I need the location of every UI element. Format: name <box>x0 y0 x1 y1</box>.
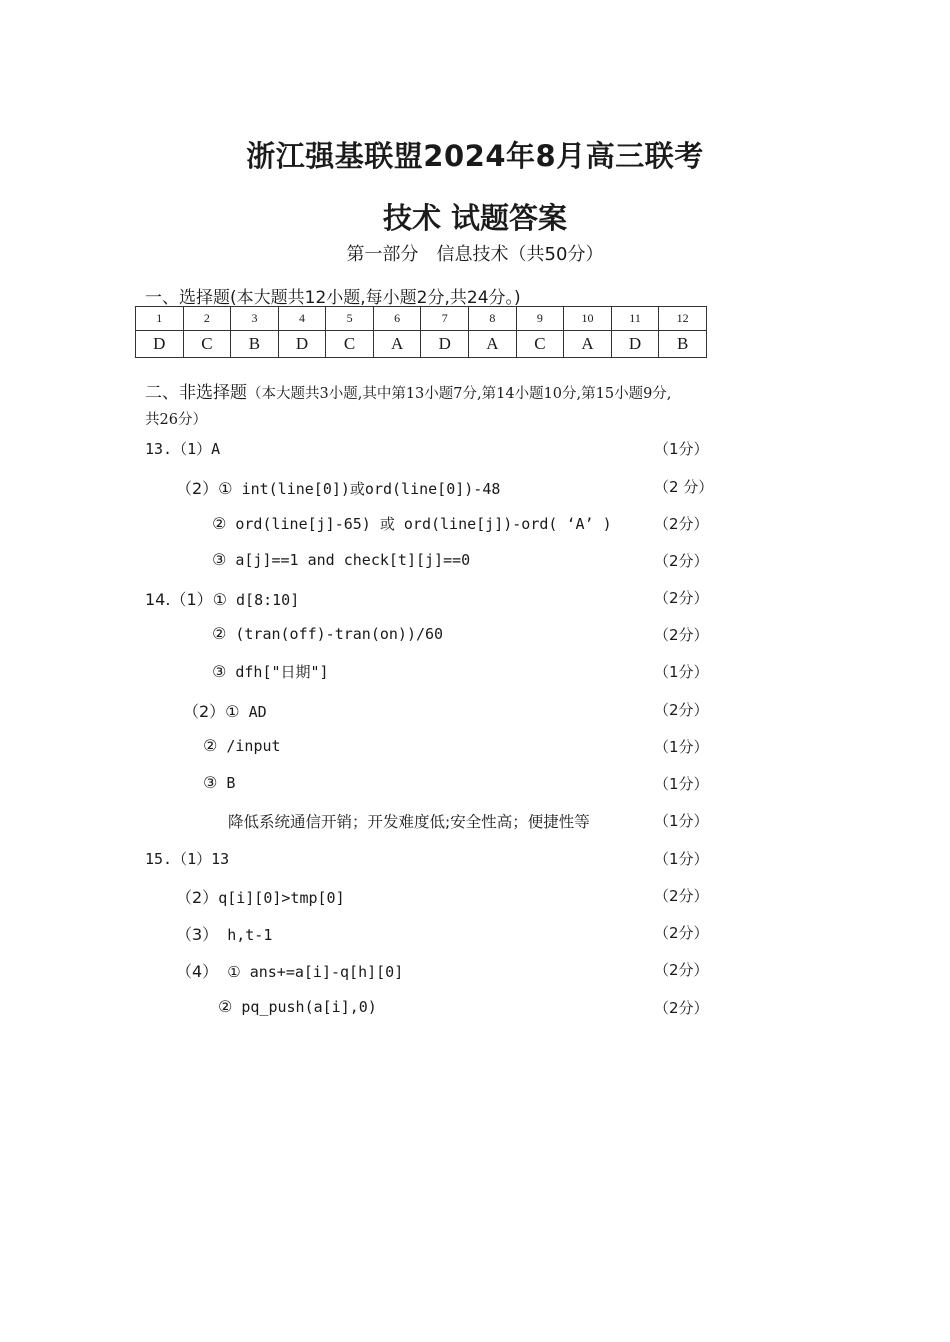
answer-score: （2分） <box>654 887 709 905</box>
answer-cell: A <box>373 331 421 358</box>
answer-row <box>136 331 707 358</box>
answer-label: 14.（1）① <box>145 590 227 609</box>
answer-text: B <box>226 774 236 792</box>
answer-line <box>176 885 345 908</box>
answer-score: （1分） <box>654 663 709 681</box>
section2-heading-detail: （本大题共3小题,其中第13小题7分,第14小题10分,第15小题9分, <box>247 386 672 402</box>
answer-label: （2）① <box>176 479 233 498</box>
answer-line <box>212 661 329 682</box>
answer-line <box>218 997 377 1016</box>
question-number: 11 <box>611 307 659 331</box>
answer-cell: D <box>278 331 326 358</box>
answer-cell: B <box>659 331 707 358</box>
answer-line <box>203 736 281 755</box>
answer-score: （2分） <box>654 924 709 942</box>
question-number: 6 <box>373 307 421 331</box>
answer-text: dfh["日期"] <box>235 663 329 681</box>
answer-text: a[j]==1 and check[t][j]==0 <box>235 551 471 569</box>
answer-text: h,t-1 <box>227 926 273 944</box>
section2-heading-main: 二、非选择题 <box>145 383 247 403</box>
answer-text: int(line[0])或ord(line[0])-48 <box>241 480 501 498</box>
answer-cell: B <box>231 331 279 358</box>
answer-label: ③ <box>203 773 218 792</box>
answer-label: 15.（1）13 <box>145 850 230 868</box>
answer-cell: A <box>469 331 517 358</box>
answer-score: （1分） <box>654 738 709 756</box>
answer-text: (tran(off)-tran(on))/60 <box>235 625 444 643</box>
answer-cell: C <box>183 331 231 358</box>
answer-label: ② <box>203 736 218 755</box>
answer-label: （2） <box>176 888 219 907</box>
answer-score: （2分） <box>654 961 709 979</box>
answer-line <box>145 438 220 459</box>
part-heading: 第一部分 信息技术（共50分） <box>346 244 604 265</box>
section2-heading <box>145 378 671 403</box>
document-subtitle: 技术 试题答案 <box>382 201 568 235</box>
answer-text: /input <box>226 737 281 755</box>
question-number: 10 <box>564 307 612 331</box>
question-number: 2 <box>183 307 231 331</box>
answer-label: ② <box>212 624 227 643</box>
answer-label: ② <box>212 514 227 533</box>
answer-label: （2）① <box>183 702 240 721</box>
answer-score: （2 分） <box>654 478 714 496</box>
question-number-row <box>136 307 707 331</box>
answer-label: 13.（1）A <box>145 440 221 458</box>
document-title: 浙江强基联盟2024年8月高三联考 <box>246 139 704 173</box>
question-number: 3 <box>231 307 279 331</box>
answer-line <box>183 699 267 722</box>
answer-line <box>228 810 590 832</box>
answer-line <box>176 476 500 499</box>
answer-line <box>176 959 403 982</box>
answer-label: （3） <box>176 925 219 944</box>
answer-text: ord(line[j]-65) 或 ord(line[j])-ord( ‘A’ ) <box>235 515 612 533</box>
answer-line <box>176 922 272 945</box>
answer-line <box>145 848 229 869</box>
answer-cell: D <box>136 331 184 358</box>
answer-line <box>203 773 235 792</box>
answer-label: （4） <box>176 962 219 981</box>
question-number: 1 <box>136 307 184 331</box>
answer-cell: D <box>611 331 659 358</box>
answer-label: ③ <box>212 550 227 569</box>
answer-cell: C <box>516 331 564 358</box>
answer-text: 降低系统通信开销；开发难度低;安全性高；便捷性等 <box>228 813 590 831</box>
answer-text: ① ans+=a[i]-q[h][0] <box>227 963 404 981</box>
section1-heading: 一、选择题(本大题共12小题,每小题2分,共24分。) <box>145 288 521 308</box>
answer-text: q[i][0]>tmp[0] <box>218 889 345 907</box>
answer-text: pq_push(a[i],0) <box>241 998 377 1016</box>
section2-heading-cont <box>145 408 207 429</box>
question-number: 9 <box>516 307 564 331</box>
answer-score: （2分） <box>654 626 709 644</box>
answer-label: ③ <box>212 662 227 681</box>
answer-score: （2分） <box>654 999 709 1017</box>
answer-score: （2分） <box>654 552 709 570</box>
answer-cell: C <box>326 331 374 358</box>
answer-line <box>145 587 299 610</box>
answer-score: （1分） <box>654 850 709 868</box>
answer-score: （1分） <box>654 812 709 830</box>
answer-cell: D <box>421 331 469 358</box>
question-number: 8 <box>469 307 517 331</box>
question-number: 7 <box>421 307 469 331</box>
answer-text: AD <box>248 703 267 721</box>
answer-score: （2分） <box>654 589 709 607</box>
section2-heading-cont-text: 共26分） <box>145 412 207 428</box>
answer-line <box>212 624 443 643</box>
answer-cell: A <box>564 331 612 358</box>
answer-score: （2分） <box>654 515 709 533</box>
answer-score: （1分） <box>654 440 709 458</box>
answer-line <box>212 550 470 569</box>
answer-text: d[8:10] <box>236 591 300 609</box>
choice-answer-table <box>135 306 707 358</box>
answer-score: （1分） <box>654 775 709 793</box>
question-number: 12 <box>659 307 707 331</box>
answer-score: （2分） <box>654 701 709 719</box>
question-number: 5 <box>326 307 374 331</box>
answer-label: ② <box>218 997 233 1016</box>
answer-line <box>212 513 612 534</box>
question-number: 4 <box>278 307 326 331</box>
